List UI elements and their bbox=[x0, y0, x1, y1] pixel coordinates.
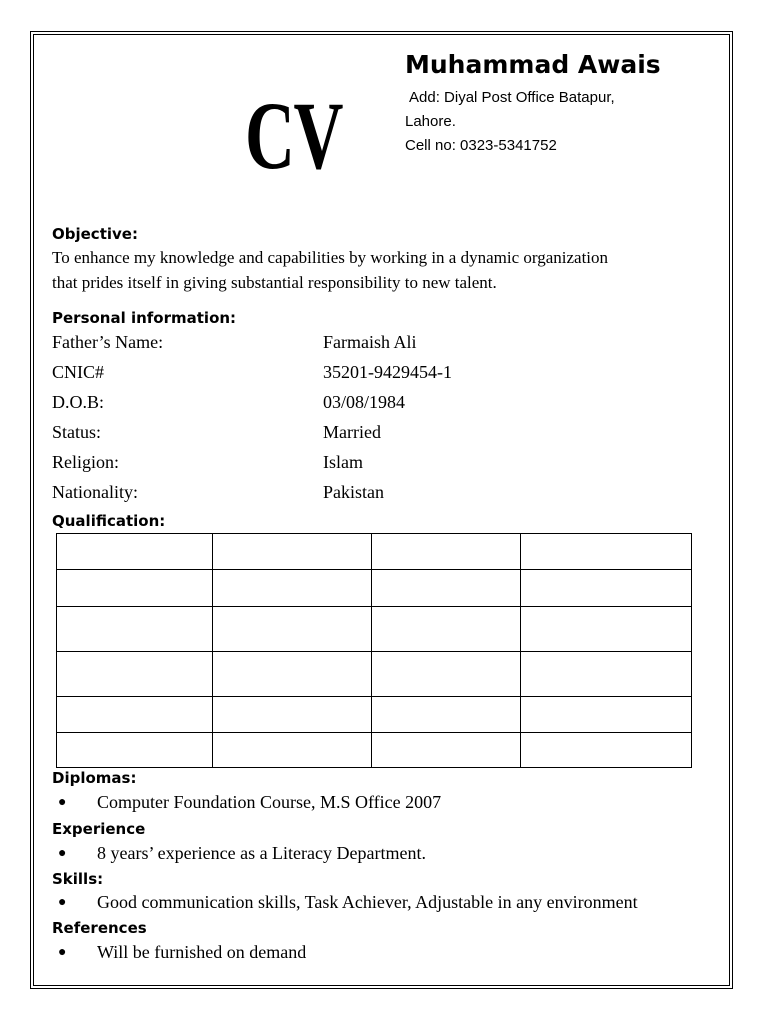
table-cell bbox=[212, 534, 372, 570]
table-cell bbox=[372, 652, 521, 697]
experience-item-text: 8 years’ experience as a Literacy Department. bbox=[97, 843, 426, 863]
bullet-icon: ● bbox=[58, 795, 67, 810]
diploma-item bbox=[52, 790, 732, 815]
cv-logo: CV bbox=[245, 82, 342, 189]
address-line-1: Add: Diyal Post Office Batapur, bbox=[409, 89, 615, 106]
objective-heading: Objective: bbox=[52, 225, 138, 243]
table-cell bbox=[521, 534, 692, 570]
table-cell bbox=[521, 607, 692, 652]
table-row bbox=[57, 652, 692, 697]
diplomas-heading: Diplomas: bbox=[52, 769, 137, 787]
bullet-icon: ● bbox=[58, 945, 67, 960]
table-row bbox=[57, 697, 692, 733]
info-label: CNIC# bbox=[52, 362, 105, 382]
info-value: Farmaish Ali bbox=[323, 332, 417, 352]
skills-item bbox=[52, 890, 732, 915]
skills-item-text: Good communication skills, Task Achiever, Adjustable in any environment bbox=[97, 892, 638, 912]
table-row bbox=[57, 534, 692, 570]
table-cell bbox=[372, 607, 521, 652]
table-row bbox=[57, 607, 692, 652]
info-row-religion bbox=[52, 447, 652, 477]
diploma-item-text: Computer Foundation Course, M.S Office 2007 bbox=[97, 792, 442, 812]
table-cell bbox=[372, 733, 521, 768]
experience-item bbox=[52, 841, 732, 866]
info-label: Father’s Name: bbox=[52, 332, 164, 352]
table-cell bbox=[57, 697, 213, 733]
info-row-nationality bbox=[52, 477, 652, 507]
qualification-heading: Qualification: bbox=[52, 512, 166, 530]
bullet-icon: ● bbox=[58, 895, 67, 910]
experience-heading: Experience bbox=[52, 820, 146, 838]
info-label: Nationality: bbox=[52, 482, 138, 502]
table-cell bbox=[57, 652, 213, 697]
info-row-cnic bbox=[52, 357, 652, 387]
qualification-table bbox=[56, 533, 692, 768]
table-cell bbox=[212, 733, 372, 768]
cell-number: Cell no: 0323-5341752 bbox=[405, 137, 557, 154]
references-item-text: Will be furnished on demand bbox=[97, 942, 307, 962]
info-value: Islam bbox=[323, 452, 363, 472]
table-cell bbox=[57, 534, 213, 570]
table-cell bbox=[212, 607, 372, 652]
bullet-icon: ● bbox=[58, 846, 67, 861]
table-cell bbox=[372, 697, 521, 733]
table-cell bbox=[372, 534, 521, 570]
table-row bbox=[57, 733, 692, 768]
address-line-2: Lahore. bbox=[405, 113, 456, 130]
table-cell bbox=[57, 607, 213, 652]
references-heading: References bbox=[52, 919, 147, 937]
table-row bbox=[57, 570, 692, 607]
info-label: Status: bbox=[52, 422, 102, 442]
personal-info-heading: Personal information: bbox=[52, 309, 237, 327]
table-cell bbox=[521, 697, 692, 733]
table-cell bbox=[57, 570, 213, 607]
table-cell bbox=[372, 570, 521, 607]
info-value: 03/08/1984 bbox=[323, 392, 406, 412]
skills-heading: Skills: bbox=[52, 870, 104, 888]
table-cell bbox=[521, 652, 692, 697]
info-value: Married bbox=[323, 422, 381, 442]
table-cell bbox=[212, 652, 372, 697]
contact-block bbox=[405, 86, 705, 158]
info-value: Pakistan bbox=[323, 482, 384, 502]
table-cell bbox=[212, 697, 372, 733]
objective-line-1: To enhance my knowledge and capabilities by working in a dynamic organization bbox=[52, 248, 609, 267]
table-cell bbox=[212, 570, 372, 607]
info-label: D.O.B: bbox=[52, 392, 105, 412]
table-cell bbox=[57, 733, 213, 768]
candidate-name: Muhammad Awais bbox=[405, 50, 661, 79]
table-cell bbox=[521, 733, 692, 768]
info-label: Religion: bbox=[52, 452, 119, 472]
info-row-status bbox=[52, 417, 652, 447]
references-item bbox=[52, 940, 732, 965]
table-cell bbox=[521, 570, 692, 607]
objective-line-2: that prides itself in giving substantial responsibility to new talent. bbox=[52, 273, 497, 292]
info-value: 35201-9429454-1 bbox=[323, 362, 452, 382]
info-row-father-name bbox=[52, 327, 652, 357]
info-row-dob bbox=[52, 387, 652, 417]
